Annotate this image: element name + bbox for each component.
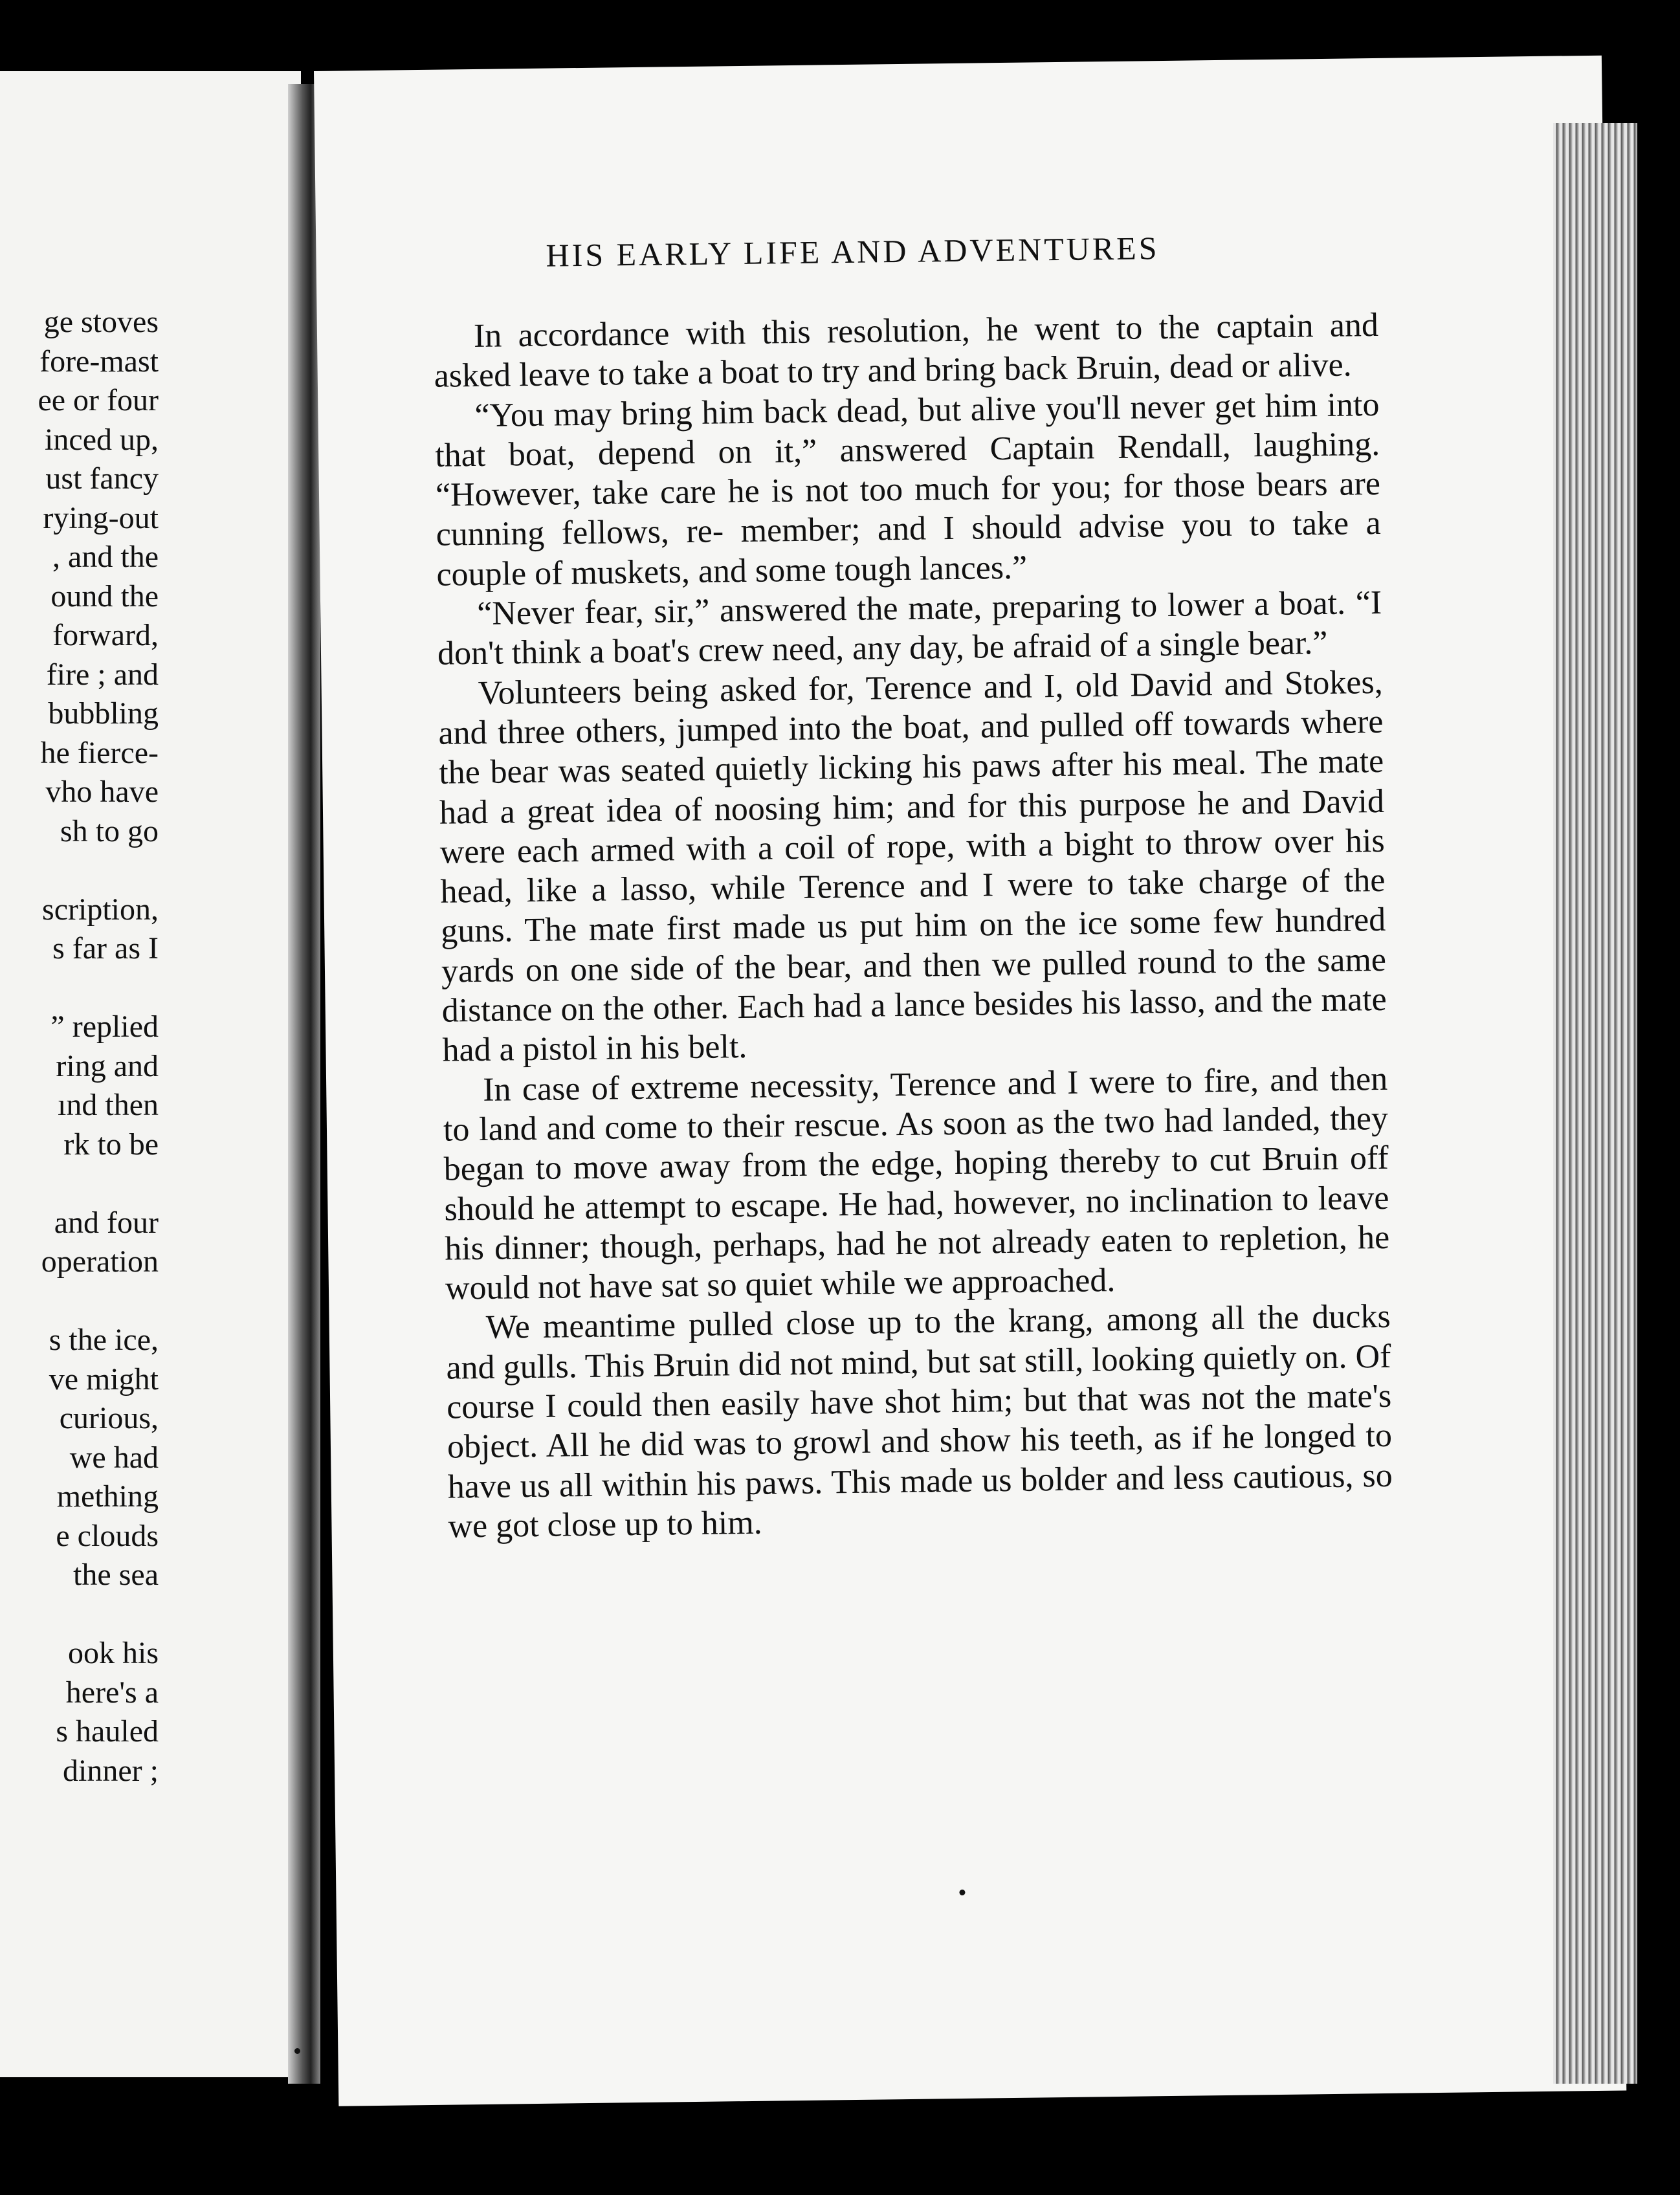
left-page-line: s hauled xyxy=(56,1714,159,1748)
left-page-line: the sea xyxy=(73,1558,159,1592)
left-page-line: ve might xyxy=(49,1362,159,1396)
left-page-line: fore-mast xyxy=(39,344,159,379)
left-page-line: , and the xyxy=(52,540,159,574)
gutter-speck xyxy=(294,2048,300,2054)
paragraph: In case of extreme necessity, Terence and I were to fire, and then to land and come to their rescue. As soon as the two had landed, they began to move away from the edge, hoping thereby to cut Bruin off should he attempt to escape. He had, however, no inclination to leave his dinner; though, perhaps, had he not already eaten to repletion, he would not have sat so quiet while we approached. xyxy=(443,1060,1390,1307)
left-page-line: rk to be xyxy=(63,1127,159,1162)
left-page-text-column xyxy=(0,71,159,2077)
paragraph: In accordance with this resolution, he went to the captain and asked leave to take a boat to try and bring back Bruin, dead or alive. xyxy=(434,306,1379,395)
left-page-line: ook his xyxy=(67,1636,159,1670)
page-edges xyxy=(1553,123,1637,2084)
left-page xyxy=(0,71,301,2077)
running-head xyxy=(546,223,1626,274)
left-page-line: mething xyxy=(56,1479,159,1514)
paragraph: We meantime pulled close up to the krang, among all the ducks and gulls. This Bruin did not mind, but sat still, looking quietly on. Of course I could then easily have shot him; but that was not the mate's object. All he did was to growl and show his teeth, as if he longed to have us all within his paws. This made us bolder and less cautious, so we got close up to him. xyxy=(446,1298,1393,1545)
left-page-line: sh to go xyxy=(60,813,159,848)
left-page-line: dinner ; xyxy=(63,1753,159,1788)
left-page-line: forward, xyxy=(52,618,159,652)
left-page-line: bubbling xyxy=(48,696,159,731)
left-page-line: here's a xyxy=(65,1675,159,1710)
left-page-line: vho have xyxy=(45,775,159,809)
left-page-line: rying-out xyxy=(43,500,159,535)
left-page-line: operation xyxy=(41,1244,159,1279)
left-page-line: fire ; and xyxy=(46,657,159,692)
page-speck xyxy=(959,1890,965,1895)
book-gutter xyxy=(288,84,320,2084)
left-page-line: we had xyxy=(69,1440,159,1475)
left-page-line: and four xyxy=(54,1205,159,1240)
right-page xyxy=(314,56,1626,2106)
left-page-line: ” replied xyxy=(50,1009,159,1044)
left-page-line: he fierce- xyxy=(40,735,159,770)
body-text xyxy=(434,305,1393,1547)
running-head-title: HIS EARLY LIFE AND ADVENTURES xyxy=(546,230,1160,274)
left-page-line: ring and xyxy=(56,1048,159,1083)
paragraph: Volunteers being asked for, Terence and I, old David and Stokes, and three others, jumped into the boat, and pulled off towards where the bear was seated quietly licking his paws after his meal. The mate had a great idea of noosing him; and for this purpose he and David were each armed with a coil of rope, with a bight to throw over his head, like a lasso, while Terence and I were to take charge of the guns. The mate first made us put him on the ice some few hundred yards on one side of the bear, and then we pulled round to the same distance on the other. Each had a lance besides his lasso, and the mate had a pistol in his belt. xyxy=(438,663,1387,1070)
left-page-line: ee or four xyxy=(38,383,159,417)
left-page-line: s the ice, xyxy=(49,1323,159,1357)
left-page-line: ound the xyxy=(50,579,159,613)
left-page-line: inced up, xyxy=(45,422,159,457)
left-page-line: scription, xyxy=(42,892,159,927)
paragraph: “You may bring him back dead, but alive you'll never get him into that boat, depend on it,” answered Captain Rendall, laughing. “However, take care he is not too much for you; for those bears are cunning fellows, re- member; and I should advise you to take a couple of muskets, and some tough lances.” xyxy=(434,386,1382,593)
left-page-line: s far as I xyxy=(52,931,159,965)
left-page-line: curious, xyxy=(59,1401,159,1435)
left-page-line: ge stoves xyxy=(43,305,159,339)
left-page-line: e clouds xyxy=(56,1518,159,1553)
paragraph: “Never fear, sir,” answered the mate, preparing to lower a boat. “I don't think a boat's crew need, any day, be afraid of a single bear.” xyxy=(437,584,1382,673)
left-page-line: ınd then xyxy=(58,1088,159,1122)
left-page-line: ust fancy xyxy=(45,461,159,496)
